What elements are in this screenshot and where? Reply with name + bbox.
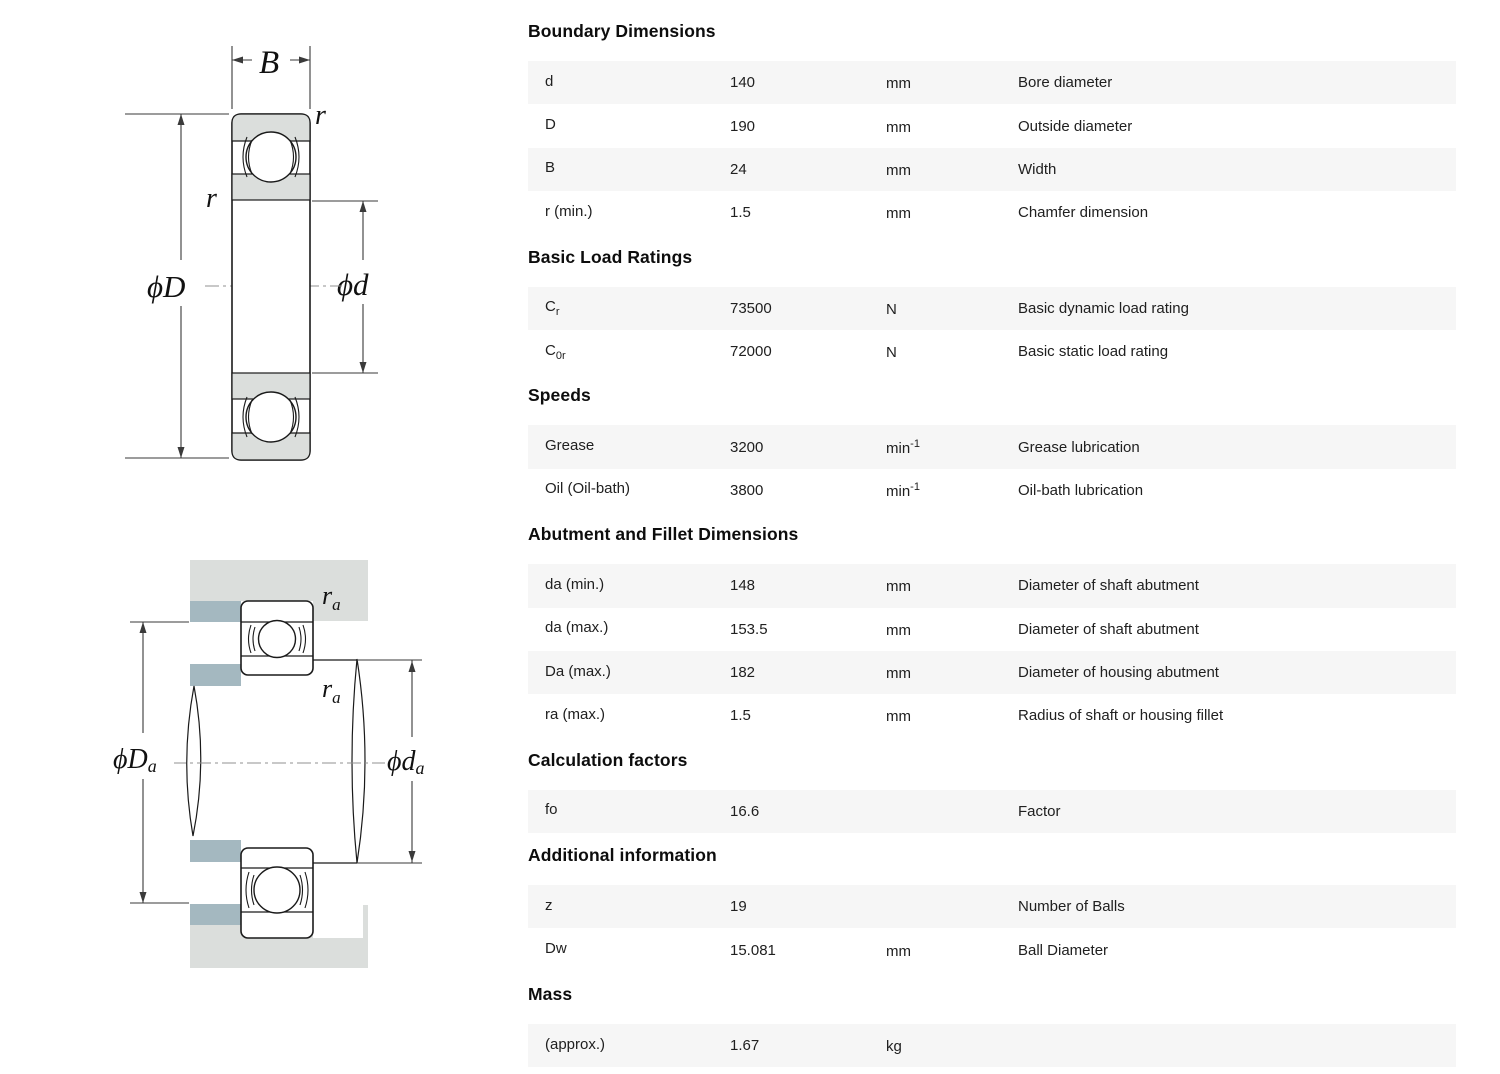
param-cell: r (min.)	[545, 202, 593, 220]
unit-cell: mm	[886, 161, 911, 179]
value-cell: 15.081	[730, 941, 776, 959]
table-row	[528, 469, 1456, 512]
section-additional-information	[528, 846, 1456, 972]
housing-abutment-diameter-label: ϕDa	[113, 744, 157, 776]
section-calculation-factors	[528, 751, 1456, 833]
value-cell: 182	[730, 664, 756, 682]
table-row	[528, 564, 1456, 607]
unit-cell: mm	[886, 621, 911, 639]
width-dimension	[232, 42, 310, 109]
unit-cell: $\min^{-1}$	[886, 480, 920, 500]
section-speeds	[528, 386, 1456, 512]
desc-cell: Bore diameter	[1018, 74, 1113, 92]
desc-cell: Basic static load rating	[1018, 343, 1169, 361]
param-cell: fo	[545, 801, 558, 819]
table-row	[528, 651, 1456, 694]
desc-cell: Radius of shaft or housing fillet	[1018, 707, 1224, 725]
param-cell: Da (max.)	[545, 662, 611, 680]
ball-bottom	[246, 392, 296, 442]
desc-cell: Chamfer dimension	[1018, 204, 1149, 222]
unit-cell: mm	[886, 578, 911, 596]
section-title: Speeds	[528, 385, 591, 406]
param-cell: D	[545, 116, 556, 134]
param-cell: d	[545, 72, 554, 90]
chamfer-outer-label: r	[315, 100, 326, 131]
param-cell: $C_{0r}$	[545, 341, 566, 362]
unit-cell: mm	[886, 942, 911, 960]
table-row	[528, 104, 1456, 147]
desc-cell: Number of Balls	[1018, 898, 1125, 916]
unit-cell: kg	[886, 1038, 902, 1056]
ball-top	[259, 621, 296, 658]
table-row	[528, 608, 1456, 651]
outside-diameter-label: ϕD	[147, 269, 186, 304]
chamfer-inner-label: r	[206, 183, 217, 214]
unit-cell: N	[886, 344, 897, 362]
table-row	[528, 1024, 1456, 1067]
mounting-diagram	[0, 540, 500, 1000]
value-cell: 140	[730, 74, 756, 92]
bearing-top-section	[241, 601, 313, 675]
param-cell: B	[545, 159, 556, 177]
bore-diameter-label: ϕd	[337, 267, 369, 302]
table-row	[528, 191, 1456, 234]
section-abutment-fillet-dimensions	[528, 525, 1456, 738]
shaft-fillet-label: $r_a$	[322, 674, 341, 707]
unit-cell: mm	[886, 118, 911, 136]
bore-diameter-dimension	[312, 201, 382, 373]
value-cell: 1.5	[730, 204, 751, 222]
unit-cell: mm	[886, 665, 911, 683]
param-cell: $C_r$	[545, 298, 560, 319]
section-boundary-dimensions	[528, 22, 1456, 235]
table-row	[528, 287, 1456, 330]
desc-cell: Outside diameter	[1018, 117, 1133, 135]
desc-cell: Ball Diameter	[1018, 941, 1109, 959]
boundary-dimensions-diagram	[0, 0, 500, 510]
param-cell: z	[545, 896, 553, 914]
desc-cell: Basic dynamic load rating	[1018, 299, 1189, 317]
table-row	[528, 885, 1456, 928]
section-basic-load-ratings	[528, 248, 1456, 374]
value-cell: 19	[730, 898, 747, 916]
unit-cell: mm	[886, 75, 911, 93]
section-mass	[528, 985, 1456, 1067]
section-title: Mass	[528, 983, 573, 1004]
section-title: Basic Load Ratings	[528, 246, 693, 267]
table-row	[528, 790, 1456, 833]
value-cell: 3800	[730, 481, 764, 499]
housing-fillet-label: $r_a$	[322, 581, 341, 614]
value-cell: 190	[730, 117, 756, 135]
table-row	[528, 330, 1456, 373]
value-cell: 1.67	[730, 1037, 760, 1055]
bearing-bottom-section	[241, 848, 313, 938]
housing-break-line	[187, 686, 201, 836]
value-cell: 148	[730, 577, 756, 595]
section-title: Calculation factors	[528, 749, 688, 770]
param-cell: (approx.)	[545, 1035, 606, 1053]
section-title: Boundary Dimensions	[528, 21, 716, 41]
param-cell: Grease	[545, 437, 595, 455]
unit-cell: mm	[886, 205, 911, 223]
shaft-break-line	[352, 659, 365, 863]
width-label: B	[259, 45, 280, 81]
table-row	[528, 148, 1456, 191]
shaft-abutment-diameter-label: ϕda	[387, 746, 425, 778]
table-row	[528, 694, 1456, 737]
table-row	[528, 61, 1456, 104]
ball-top	[246, 132, 296, 182]
value-cell: 153.5	[730, 620, 768, 638]
desc-cell: Oil-bath lubrication	[1018, 481, 1144, 499]
param-cell: da (max.)	[545, 619, 609, 637]
unit-cell: N	[886, 300, 897, 318]
ball-bottom	[254, 867, 300, 913]
value-cell: 1.5	[730, 707, 751, 725]
value-cell: 73500	[730, 299, 772, 317]
param-cell: Dw	[545, 940, 567, 958]
value-cell: 72000	[730, 343, 772, 361]
section-title: Abutment and Fillet Dimensions	[528, 524, 799, 545]
unit-cell: mm	[886, 708, 911, 726]
value-cell: 16.6	[730, 802, 760, 820]
value-cell: 3200	[730, 438, 764, 456]
desc-cell: Diameter of shaft abutment	[1018, 577, 1199, 595]
shaft-abutment-dimension	[357, 660, 441, 863]
param-cell: ra (max.)	[545, 705, 605, 723]
table-row	[528, 425, 1456, 468]
desc-cell: Width	[1018, 160, 1057, 178]
desc-cell: Grease lubrication	[1018, 438, 1140, 456]
param-cell: Oil (Oil-bath)	[545, 480, 631, 498]
bearing-cross-section	[232, 114, 310, 460]
unit-cell: $\min^{-1}$	[886, 437, 920, 457]
desc-cell: Factor	[1018, 802, 1061, 820]
desc-cell: Diameter of housing abutment	[1018, 664, 1219, 682]
section-title: Additional information	[528, 845, 717, 866]
value-cell: 24	[730, 160, 747, 178]
table-row	[528, 928, 1456, 971]
desc-cell: Diameter of shaft abutment	[1018, 620, 1199, 638]
spec-table	[528, 0, 1456, 1067]
param-cell: da (min.)	[545, 575, 605, 593]
